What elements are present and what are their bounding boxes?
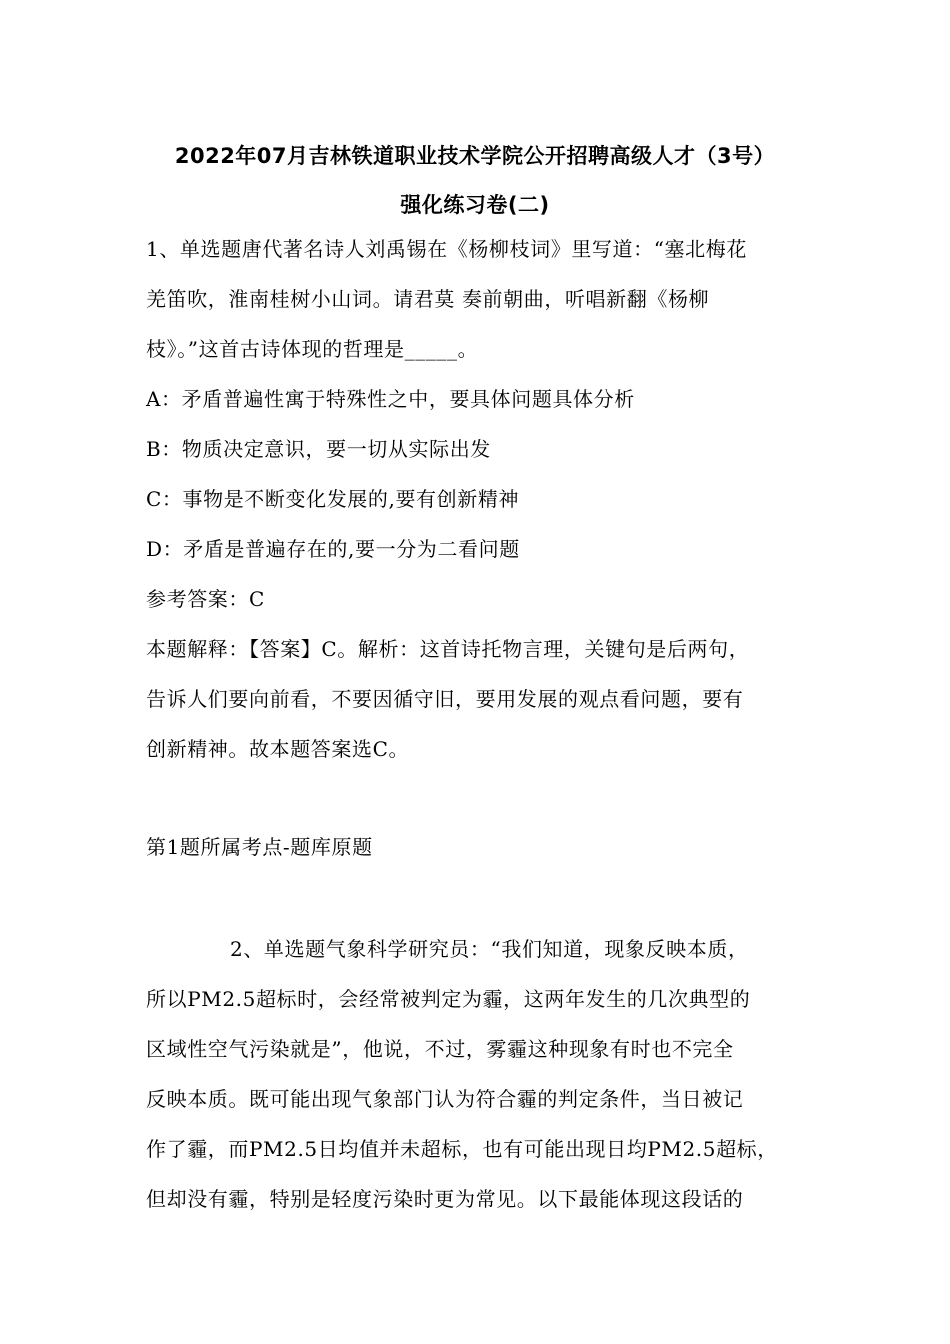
q1-option-d: D：矛盾是普遍存在的,要一分为二看问题 bbox=[146, 537, 520, 561]
q2-stem-line-6: 但却没有霾，特别是轻度污染时更为常见。以下最能体现这段话的 bbox=[146, 1187, 744, 1211]
q2-stem-line-1: 2、单选题气象科学研究员：“我们知道，现象反映本质， bbox=[230, 937, 749, 961]
q1-option-a: A：矛盾普遍性寓于特殊性之中，要具体问题具体分析 bbox=[146, 387, 635, 411]
q2-stem-line-2: 所以PM2.5超标时，会经常被判定为霾，这两年发生的几次典型的 bbox=[146, 987, 751, 1011]
q1-explanation-line-1: 本题解释：【答案】C。解析：这首诗托物言理，关键句是后两句， bbox=[146, 637, 750, 661]
q1-stem-line-3: 枝》。”这首古诗体现的哲理是_____。 bbox=[146, 337, 479, 361]
q1-explanation-line-2: 告诉人们要向前看，不要因循守旧，要用发展的观点看问题，要有 bbox=[146, 687, 744, 711]
q1-explanation-line-3: 创新精神。故本题答案选C。 bbox=[146, 737, 410, 761]
document-subtitle: 强化练习卷(二) bbox=[400, 193, 550, 217]
q2-stem-line-5: 作了霾，而PM2.5日均值并未超标，也有可能出现日均PM2.5超标， bbox=[146, 1137, 778, 1161]
q1-stem-line-1: 1、单选题唐代著名诗人刘禹锡在《杨柳枝词》里写道：“塞北梅花 bbox=[146, 237, 747, 261]
q1-source-note: 第1题所属考点-题库原题 bbox=[146, 835, 373, 859]
q2-stem-line-3: 区域性空气污染就是”，他说，不过，雾霾这种现象有时也不完全 bbox=[146, 1037, 734, 1061]
q1-answer: 参考答案：C bbox=[146, 587, 265, 611]
q2-stem-line-4: 反映本质。既可能出现气象部门认为符合霾的判定条件，当日被记 bbox=[146, 1087, 744, 1111]
q1-option-c: C：事物是不断变化发展的,要有创新精神 bbox=[146, 487, 520, 511]
q1-stem-line-2: 羌笛吹，淮南桂树小山词。请君莫 奏前朝曲，听唱新翻《杨柳 bbox=[146, 287, 710, 311]
document-title: 2022年07月吉林铁道职业技术学院公开招聘高级人才（3号） bbox=[174, 144, 776, 168]
q1-option-b: B：物质决定意识，要一切从实际出发 bbox=[146, 437, 491, 461]
